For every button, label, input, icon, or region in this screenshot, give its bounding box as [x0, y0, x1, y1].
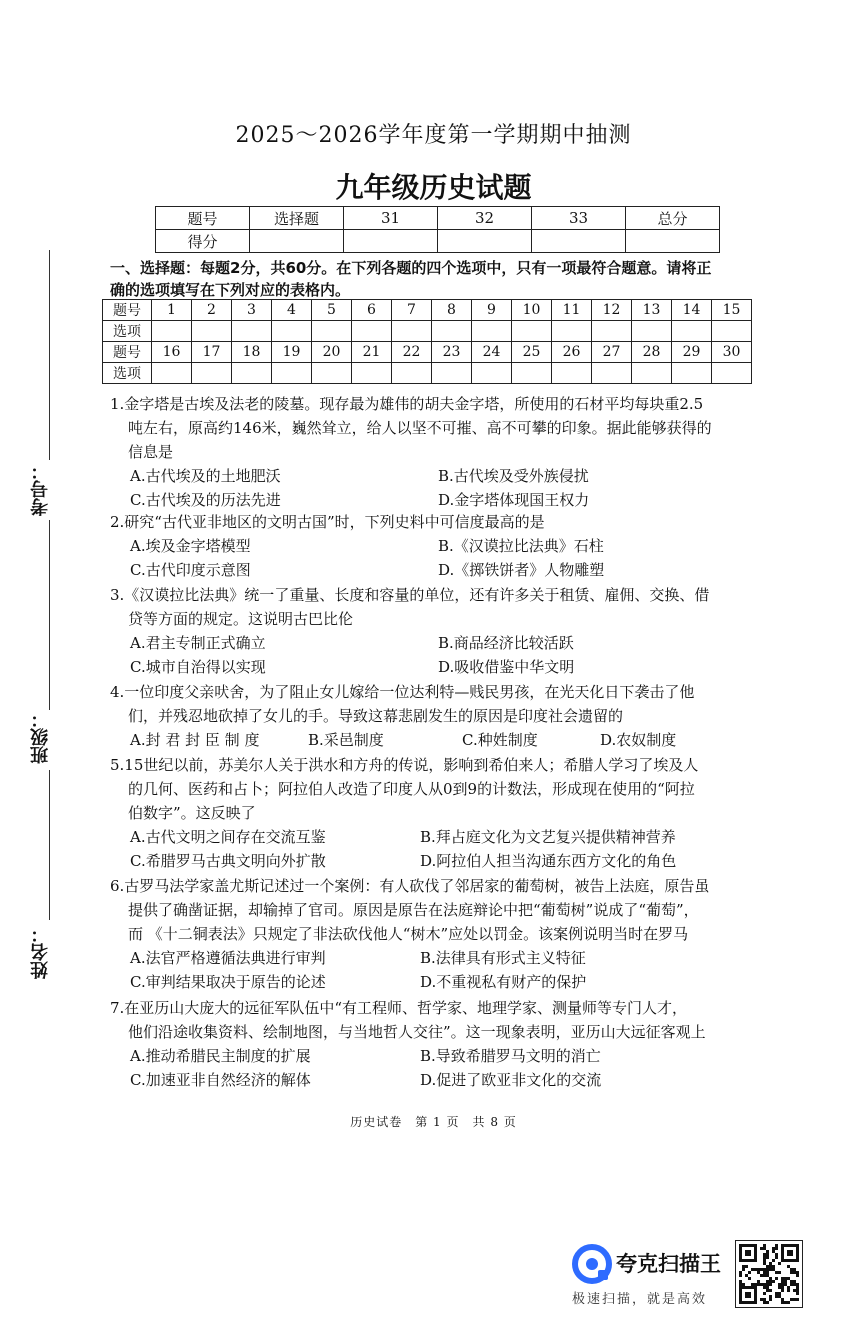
answer-option: A.推动希腊民主制度的扩展	[130, 1047, 311, 1065]
question-number-cell: 26	[552, 342, 592, 363]
answer-option: C.古代埃及的历法先进	[130, 491, 281, 509]
question-text: 信息是	[128, 443, 174, 461]
question-number-cell: 25	[512, 342, 552, 363]
answer-cell	[712, 321, 752, 342]
answer-row-label: 题号	[103, 342, 152, 363]
answer-option: D.金字塔体现国王权力	[438, 491, 590, 509]
logo-slogan: 极速扫描，就是高效	[572, 1292, 708, 1307]
question-number-cell: 28	[632, 342, 672, 363]
answer-cell	[152, 321, 192, 342]
answer-row-label: 题号	[103, 300, 152, 321]
exam-period-title: 2025～2026学年度第一学期期中抽测	[235, 123, 632, 148]
answer-option: B.古代埃及受外族侵扰	[438, 467, 589, 485]
page-footer: 历史试卷 第 1 页 共 8 页	[350, 1115, 517, 1129]
answer-option: C.城市自治得以实现	[130, 658, 266, 676]
question	[110, 510, 770, 579]
answer-cell	[272, 363, 312, 384]
score-cell	[250, 230, 344, 253]
answer-cell	[592, 363, 632, 384]
binding-line	[49, 520, 50, 710]
question-number-cell: 14	[672, 300, 712, 321]
answer-option: A.君主专制正式确立	[130, 634, 266, 652]
answer-option: C.希腊罗马古典文明向外扩散	[130, 852, 326, 870]
answer-cell	[672, 363, 712, 384]
question-number-cell: 6	[352, 300, 392, 321]
answer-cell	[552, 321, 592, 342]
question	[110, 392, 770, 509]
binding-line	[49, 250, 50, 460]
answer-option: D.农奴制度	[600, 731, 677, 749]
answer-cell	[672, 321, 712, 342]
score-cell	[344, 230, 438, 253]
section-instructions	[110, 257, 770, 301]
question-text: 3.《汉谟拉比法典》统一了重量、长度和容量的单位，还有许多关于租赁、雇佣、交换、借	[110, 586, 710, 604]
answer-option: B.商品经济比较活跃	[438, 634, 574, 652]
question	[110, 874, 770, 991]
answer-option: D.促进了欧亚非文化的交流	[420, 1071, 602, 1089]
score-cell: 32	[438, 207, 532, 230]
question-number-cell: 16	[152, 342, 192, 363]
question-number-cell: 12	[592, 300, 632, 321]
question-number-cell: 15	[712, 300, 752, 321]
question	[110, 753, 770, 870]
answer-option: D.不重视私有财产的保护	[420, 973, 587, 991]
answer-cell	[632, 321, 672, 342]
question-text: 1.金字塔是古埃及法老的陵墓。现存最为雄伟的胡夫金字塔，所使用的石材平均每块重2.5	[110, 395, 704, 413]
question-number-cell: 29	[672, 342, 712, 363]
question-number-cell: 24	[472, 342, 512, 363]
score-cell: 33	[532, 207, 626, 230]
section-line: 一、选择题：每题2分，共60分。在下列各题的四个选项中，只有一项最符合题意。请将正	[110, 259, 712, 277]
answer-row-label: 选项	[103, 363, 152, 384]
exam-subject-title: 九年级历史试题	[335, 171, 532, 204]
answer-cell	[472, 363, 512, 384]
question-text: 的几何、医药和占卜；阿拉伯人改造了印度人从0到9的计数法，形成现在使用的“阿拉	[128, 780, 695, 798]
score-cell: 选择题	[250, 207, 344, 230]
question-number-cell: 8	[432, 300, 472, 321]
question-number-cell: 3	[232, 300, 272, 321]
answer-option: A.封 君 封 臣 制 度	[130, 731, 260, 749]
answer-option: D.阿拉伯人担当沟通东西方文化的角色	[420, 852, 677, 870]
answer-option: A.法官严格遵循法典进行审判	[130, 949, 326, 967]
name-label: 姓名：	[30, 925, 51, 979]
question-text: 伯数字”。这反映了	[128, 804, 256, 822]
question-number-cell: 18	[232, 342, 272, 363]
answer-cell	[152, 363, 192, 384]
score-cell	[438, 230, 532, 253]
score-cell	[532, 230, 626, 253]
question-text: 5.15世纪以前，苏美尔人关于洪水和方舟的传说，影响到希伯来人；希腊人学习了埃及人	[110, 756, 699, 774]
question-number-cell: 20	[312, 342, 352, 363]
question-number-cell: 2	[192, 300, 232, 321]
answer-cell	[392, 321, 432, 342]
answer-cell	[232, 363, 272, 384]
question-number-cell: 19	[272, 342, 312, 363]
binding-line	[49, 770, 50, 920]
logo-name: 夸克扫描王	[616, 1252, 721, 1276]
answer-cell	[392, 363, 432, 384]
answer-cell	[352, 321, 392, 342]
question-text: 他们沿途收集资料、绘制地图，与当地哲人交往”。这一现象表明，亚历山大远征客观上	[128, 1023, 706, 1041]
answer-cell	[312, 363, 352, 384]
answer-cell	[312, 321, 352, 342]
question-number-cell: 5	[312, 300, 352, 321]
answer-option: C.加速亚非自然经济的解体	[130, 1071, 311, 1089]
question-text: 2.研究“古代亚非地区的文明古国”时，下列史料中可信度最高的是	[110, 513, 545, 531]
answer-row-label: 选项	[103, 321, 152, 342]
question	[110, 680, 770, 749]
answer-option: B.导致希腊罗马文明的消亡	[420, 1047, 601, 1065]
answer-cell	[512, 321, 552, 342]
question-number-cell: 27	[592, 342, 632, 363]
answer-option: C.审判结果取决于原告的论述	[130, 973, 326, 991]
question-text: 而 《十二铜表法》只规定了非法砍伐他人“树木”应处以罚金。该案例说明当时在罗马	[128, 925, 689, 943]
question-text: 贷等方面的规定。这说明古巴比伦	[128, 610, 354, 628]
question-number-cell: 22	[392, 342, 432, 363]
answer-cell	[192, 321, 232, 342]
score-table	[155, 206, 720, 253]
answer-cell	[552, 363, 592, 384]
answer-option: B.采邑制度	[308, 731, 384, 749]
answer-cell	[432, 321, 472, 342]
answer-cell	[272, 321, 312, 342]
score-cell: 总分	[626, 207, 720, 230]
answer-cell	[192, 363, 232, 384]
answer-cell	[592, 321, 632, 342]
question-text: 4.一位印度父亲吠舍，为了阻止女儿嫁给一位达利特—贱民男孩，在光天化日下袭击了他	[110, 683, 695, 701]
answer-option: A.古代埃及的土地肥沃	[130, 467, 281, 485]
section-line: 确的选项填写在下列对应的表格内。	[110, 281, 351, 299]
qr-code	[735, 1240, 803, 1308]
qr-code-image	[736, 1241, 802, 1307]
score-cell: 31	[344, 207, 438, 230]
exam-number-label: 考号：	[30, 462, 51, 516]
scanner-logo	[572, 1242, 728, 1312]
answer-option: A.古代文明之间存在交流互鉴	[130, 828, 326, 846]
question-number-cell: 21	[352, 342, 392, 363]
answer-option: C.种姓制度	[462, 731, 538, 749]
question-text: 们，并残忍地砍掉了女儿的手。导致这幕悲剧发生的原因是印度社会遗留的	[128, 707, 624, 725]
question-number-cell: 4	[272, 300, 312, 321]
answer-table	[102, 299, 752, 384]
question-text: 提供了确凿证据，却输掉了官司。原因是原告在法庭辩论中把“葡萄树”说成了“葡萄”，	[128, 901, 699, 919]
question	[110, 996, 770, 1089]
question-text: 6.古罗马法学家盖尤斯记述过一个案例：有人砍伐了邻居家的葡萄树，被告上法庭，原告虽	[110, 877, 710, 895]
quark-logo-icon	[572, 1244, 612, 1284]
question-number-cell: 1	[152, 300, 192, 321]
class-label: 班级：	[30, 710, 51, 764]
answer-cell	[512, 363, 552, 384]
question	[110, 583, 770, 676]
question-number-cell: 9	[472, 300, 512, 321]
question-number-cell: 10	[512, 300, 552, 321]
score-cell: 题号	[156, 207, 250, 230]
answer-cell	[232, 321, 272, 342]
answer-cell	[712, 363, 752, 384]
answer-cell	[352, 363, 392, 384]
question-number-cell: 11	[552, 300, 592, 321]
answer-cell	[632, 363, 672, 384]
question-number-cell: 13	[632, 300, 672, 321]
question-text: 7.在亚历山大庞大的远征军队伍中“有工程师、哲学家、地理学家、测量师等专门人才，	[110, 999, 687, 1017]
question-number-cell: 7	[392, 300, 432, 321]
answer-option: B.法律具有形式主义特征	[420, 949, 586, 967]
question-number-cell: 30	[712, 342, 752, 363]
answer-cell	[472, 321, 512, 342]
answer-option: A.埃及金字塔模型	[130, 537, 251, 555]
answer-option: B.《汉谟拉比法典》石柱	[438, 537, 604, 555]
answer-option: C.古代印度示意图	[130, 561, 251, 579]
question-text: 吨左右，原高约146米，巍然耸立，给人以坚不可摧、高不可攀的印象。据此能够获得的	[128, 419, 712, 437]
question-number-cell: 17	[192, 342, 232, 363]
answer-option: D.吸收借鉴中华文明	[438, 658, 575, 676]
question-number-cell: 23	[432, 342, 472, 363]
answer-cell	[432, 363, 472, 384]
score-cell: 得分	[156, 230, 250, 253]
answer-option: B.拜占庭文化为文艺复兴提供精神营养	[420, 828, 676, 846]
score-cell	[626, 230, 720, 253]
answer-option: D.《掷铁饼者》人物雕塑	[438, 561, 605, 579]
